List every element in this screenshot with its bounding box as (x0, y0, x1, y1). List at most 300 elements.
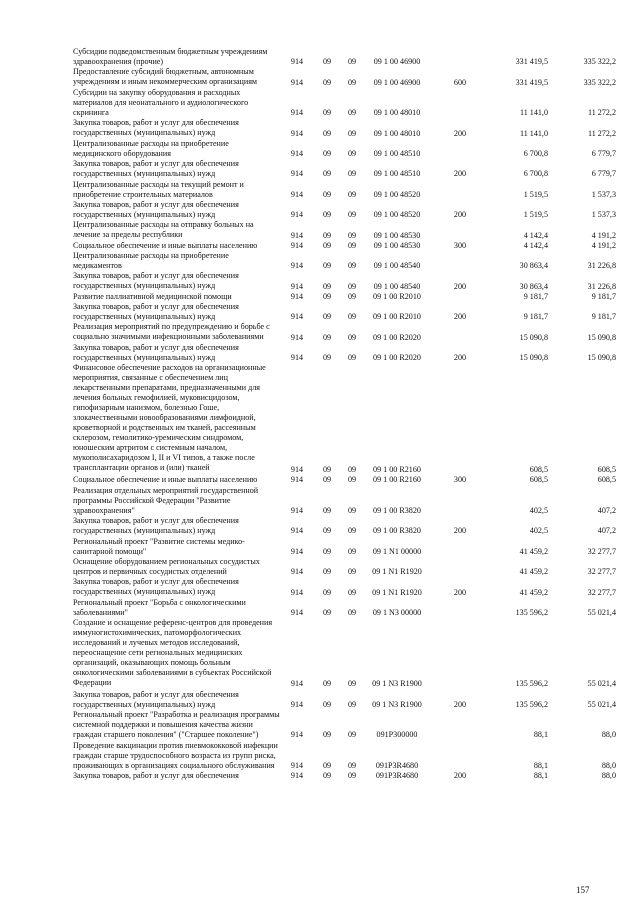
section-code: 09 (322, 77, 332, 87)
table-row (0, 302, 640, 322)
amount-year-1: 608,5 (529, 465, 548, 475)
section-code: 09 (322, 169, 332, 179)
subsection-code: 09 (347, 261, 357, 271)
table-row (0, 47, 640, 67)
amount-year-2: 1 537,3 (591, 189, 616, 199)
table-row (0, 690, 640, 710)
expense-name (73, 618, 278, 688)
amount-year-2: 6 779,7 (591, 169, 616, 179)
subsection-code: 09 (347, 312, 357, 322)
ministry-code: 914 (290, 57, 304, 67)
amount-year-1: 11 141,0 (519, 108, 548, 118)
section-code: 09 (322, 465, 332, 475)
expense-name-line: государственных (муниципальных) нужд (73, 352, 216, 362)
table-row (0, 537, 640, 557)
section-code: 09 (322, 607, 332, 617)
expense-name-line: Федерации (73, 678, 112, 688)
ministry-code: 914 (290, 587, 304, 597)
subsection-code: 09 (347, 771, 357, 781)
expense-type-code: 300 (453, 475, 467, 485)
expense-name (73, 159, 278, 179)
amount-year-2: 608,5 (597, 465, 616, 475)
amount-year-2: 6 779,7 (591, 148, 616, 158)
section-code: 09 (322, 475, 332, 485)
expense-name-line: иммуногистохимических, патоморфологических (73, 628, 242, 638)
ministry-code: 914 (290, 352, 304, 362)
section-code: 09 (322, 128, 332, 138)
table-row (0, 475, 640, 485)
expense-name-line: Закупка товаров, работ и услуг для обеспечения (73, 200, 239, 209)
amount-year-1: 4 142,4 (523, 230, 548, 240)
target-article-code: 09 1 00 48520 (373, 210, 421, 220)
amount-year-1: 135 596,2 (515, 679, 548, 689)
expense-type-code: 200 (453, 128, 467, 138)
expense-name-line: Социальное обеспечение и иные выплаты населению (73, 240, 258, 250)
expense-name-line: Централизованные расходы на текущий ремонт и (73, 179, 244, 189)
expense-name-line: государственных (муниципальных) нужд (73, 699, 216, 709)
amount-year-1: 30 863,4 (519, 281, 548, 291)
expense-name-line: исследований и лучевых методов исследований, (73, 638, 240, 648)
expense-name-line: Закупка товаров, работ и услуг для обеспечения (73, 342, 239, 352)
ministry-code: 914 (290, 505, 304, 515)
target-article-code: 09 1 00 R3820 (373, 526, 421, 536)
expense-name (73, 771, 278, 781)
expense-type-code: 300 (453, 240, 467, 250)
amount-year-2: 11 272,2 (587, 128, 616, 138)
expense-name (73, 322, 278, 342)
amount-year-2: 335 322,2 (583, 57, 616, 67)
expense-name-line: социально значимыми инфекционными заболеваниями (73, 332, 264, 342)
table-row (0, 88, 640, 119)
amount-year-2: 1 537,3 (591, 210, 616, 220)
expense-name (73, 710, 278, 740)
ministry-code: 914 (290, 465, 304, 475)
expense-name (73, 741, 278, 771)
expense-type-code: 200 (453, 771, 467, 781)
expense-name-line: Субсидии на закупку оборудования и расходных (73, 87, 241, 97)
expense-name-line: приобретение строительных материалов (73, 189, 213, 199)
amount-year-2: 32 277,7 (587, 546, 616, 556)
amount-year-1: 608,5 (529, 475, 548, 485)
expense-name-line: системной поддержки и повышения качества жизни (73, 720, 253, 729)
table-row (0, 241, 640, 251)
subsection-code: 09 (347, 230, 357, 240)
table-row (0, 118, 640, 138)
expense-name-line: организаций, оказывающих помощь больным (73, 658, 231, 668)
amount-year-1: 4 142,4 (523, 240, 548, 250)
amount-year-2: 335 322,2 (583, 77, 616, 87)
expense-name-line: Закупка товаров, работ и услуг для обеспечения (73, 271, 239, 281)
subsection-code: 09 (347, 679, 357, 689)
expense-name-line: Проведение вакцинации против пневмококковой инфекции (73, 740, 278, 750)
expense-name-line: Финансовое обеспечение расходов на организационные (73, 363, 266, 373)
expense-name-line: Централизованные расходы на приобретение (73, 138, 229, 148)
subsection-code: 09 (347, 567, 357, 577)
expense-name-line: лечения больных гемофилией, муковисцидозом, (73, 393, 240, 403)
expense-name-line: Региональный проект "Развитие системы медико- (73, 536, 245, 546)
expense-name-line: онкологическими заболеваниями в субъектах Российской (73, 668, 272, 678)
table-row (0, 516, 640, 536)
section-code: 09 (322, 546, 332, 556)
expense-name-line: медицинского оборудования (73, 148, 171, 158)
amount-year-1: 15 090,8 (519, 352, 548, 362)
target-article-code: 091P3R4680 (375, 760, 419, 770)
expense-name-line: переоснащение сети региональных медицинских (73, 648, 243, 658)
expense-name-line: медикаментов (73, 261, 122, 270)
expense-name-line: заболеваниями" (73, 607, 128, 617)
subsection-code: 09 (347, 475, 357, 485)
ministry-code: 914 (290, 546, 304, 556)
amount-year-2: 32 277,7 (587, 587, 616, 597)
section-code: 09 (322, 261, 332, 271)
subsection-code: 09 (347, 210, 357, 220)
expense-name-line: государственных (муниципальных) нужд (73, 281, 216, 291)
ministry-code: 914 (290, 261, 304, 271)
expense-name (73, 486, 278, 516)
expense-name-line: гипофизарным нанизмом, болезнью Гоше, (73, 403, 220, 413)
amount-year-2: 32 277,7 (587, 567, 616, 577)
expense-type-code: 200 (453, 210, 467, 220)
expense-name (73, 180, 278, 200)
target-article-code: 09 1 00 48010 (373, 128, 421, 138)
expense-name-line: государственных (муниципальных) нужд (73, 128, 216, 138)
expense-name (73, 241, 278, 251)
subsection-code: 09 (347, 730, 357, 740)
subsection-code: 09 (347, 57, 357, 67)
expense-name (73, 557, 278, 577)
amount-year-1: 135 596,2 (515, 699, 548, 709)
expense-name (73, 302, 278, 322)
subsection-code: 09 (347, 760, 357, 770)
expense-name-line: материалов для неонатального и аудиологического (73, 97, 249, 107)
section-code: 09 (322, 210, 332, 220)
expense-name-line: государственных (муниципальных) нужд (73, 169, 216, 179)
expense-name-line: мукополисахаридозом I, II и VI типов, а также после (73, 453, 255, 463)
subsection-code: 09 (347, 281, 357, 291)
table-row (0, 557, 640, 577)
expense-name (73, 516, 278, 536)
expense-type-code: 200 (453, 699, 467, 709)
section-code: 09 (322, 699, 332, 709)
ministry-code: 914 (290, 771, 304, 781)
amount-year-1: 1 519,5 (523, 189, 548, 199)
target-article-code: 09 1 N1 R1920 (372, 587, 422, 597)
expense-name-line: учреждениям и иным некоммерческим организациям (73, 77, 258, 87)
subsection-code: 09 (347, 352, 357, 362)
amount-year-2: 55 021,4 (587, 607, 616, 617)
section-code: 09 (322, 730, 332, 740)
expense-name-line: граждан старше трудоспособного возраста из групп риска, (73, 750, 276, 760)
section-code: 09 (322, 332, 332, 342)
subsection-code: 09 (347, 607, 357, 617)
expense-name-line: здравоохранения (прочие) (73, 57, 164, 66)
section-code: 09 (322, 189, 332, 199)
expense-name-line: юношеским артритом с системным началом, (73, 443, 228, 453)
amount-year-2: 4 191,2 (591, 230, 616, 240)
amount-year-1: 11 141,0 (519, 128, 548, 138)
ministry-code: 914 (290, 760, 304, 770)
target-article-code: 09 1 00 46900 (373, 77, 421, 87)
amount-year-1: 331 419,5 (515, 57, 548, 67)
amount-year-2: 9 181,7 (591, 291, 616, 301)
subsection-code: 09 (347, 169, 357, 179)
table-row (0, 200, 640, 220)
expense-name-line: здравоохранения" (73, 505, 135, 515)
ministry-code: 914 (290, 240, 304, 250)
target-article-code: 09 1 N1 R1920 (372, 567, 422, 577)
expense-name-line: склерозом, гемолитико-уремическим синдромом, (73, 433, 244, 443)
expense-name-line: Оснащение оборудованием региональных сосудистых (73, 557, 260, 566)
target-article-code: 09 1 00 R2020 (373, 352, 421, 362)
table-row (0, 292, 640, 302)
amount-year-1: 9 181,7 (523, 291, 548, 301)
target-article-code: 09 1 N3 R1900 (372, 679, 422, 689)
expense-name (73, 292, 278, 302)
expense-name (73, 67, 278, 87)
expense-name-line: лекарственными препаратами, предназначенными для (73, 383, 261, 393)
expense-name (73, 598, 278, 618)
table-row (0, 159, 640, 179)
amount-year-2: 88,0 (601, 760, 616, 770)
amount-year-2: 11 272,2 (587, 108, 616, 118)
section-code: 09 (322, 291, 332, 301)
section-code: 09 (322, 505, 332, 515)
section-code: 09 (322, 108, 332, 118)
subsection-code: 09 (347, 587, 357, 597)
amount-year-2: 15 090,8 (587, 352, 616, 362)
amount-year-2: 407,2 (597, 505, 616, 515)
target-article-code: 09 1 N3 00000 (372, 607, 422, 617)
expense-name-line: Закупка товаров, работ и услуг для обеспечения (73, 689, 239, 699)
expense-name-line: центров и первичных сосудистых отделений (73, 567, 227, 576)
ministry-code: 914 (290, 475, 304, 485)
target-article-code: 091P3R4680 (375, 771, 419, 781)
expense-name (73, 577, 278, 597)
expense-name-line: Закупка товаров, работ и услуг для обеспечения (73, 516, 239, 526)
subsection-code: 09 (347, 505, 357, 515)
amount-year-2: 88,0 (601, 771, 616, 781)
target-article-code: 09 1 00 48520 (373, 189, 421, 199)
amount-year-1: 9 181,7 (523, 312, 548, 322)
expense-name (73, 690, 278, 710)
section-code: 09 (322, 148, 332, 158)
expense-name (73, 200, 278, 220)
ministry-code: 914 (290, 169, 304, 179)
target-article-code: 09 1 00 R2160 (373, 465, 421, 475)
expense-name-line: скрининга (73, 107, 109, 117)
expense-name-line: Социальное обеспечение и иные выплаты населению (73, 475, 258, 485)
expense-name (73, 343, 278, 363)
table-row (0, 139, 640, 159)
ministry-code: 914 (290, 567, 304, 577)
expense-name (73, 118, 278, 138)
table-row (0, 251, 640, 271)
amount-year-1: 30 863,4 (519, 261, 548, 271)
expense-name-line: граждан старшего поколения" ("Старшее поколение") (73, 730, 259, 739)
table-row (0, 67, 640, 87)
subsection-code: 09 (347, 332, 357, 342)
amount-year-1: 331 419,5 (515, 77, 548, 87)
expense-name (73, 475, 278, 485)
ministry-code: 914 (290, 679, 304, 689)
expense-name-line: Закупка товаров, работ и услуг для обеспечения (73, 159, 239, 169)
expense-name (73, 363, 278, 473)
expense-name-line: государственных (муниципальных) нужд (73, 526, 216, 536)
amount-year-2: 55 021,4 (587, 679, 616, 689)
expense-name (73, 537, 278, 557)
section-code: 09 (322, 526, 332, 536)
expense-name (73, 220, 278, 240)
ministry-code: 914 (290, 312, 304, 322)
subsection-code: 09 (347, 189, 357, 199)
table-row (0, 343, 640, 363)
amount-year-1: 15 090,8 (519, 332, 548, 342)
ministry-code: 914 (290, 189, 304, 199)
expense-name-line: Региональный проект "Разработка и реализация программы (73, 710, 280, 719)
target-article-code: 09 1 00 R2160 (373, 475, 421, 485)
ministry-code: 914 (290, 281, 304, 291)
subsection-code: 09 (347, 77, 357, 87)
subsection-code: 09 (347, 546, 357, 556)
expense-name-line: программы Российской Федерации "Развитие (73, 495, 231, 505)
amount-year-2: 88,0 (601, 730, 616, 740)
amount-year-1: 88,1 (533, 760, 548, 770)
amount-year-1: 6 700,8 (523, 148, 548, 158)
expense-name (73, 47, 278, 67)
expense-name-line: Развитие паллиативной медицинской помощи (73, 291, 232, 301)
amount-year-2: 4 191,2 (591, 240, 616, 250)
target-article-code: 091P300000 (376, 730, 418, 740)
amount-year-1: 88,1 (533, 730, 548, 740)
ministry-code: 914 (290, 77, 304, 87)
amount-year-1: 402,5 (529, 505, 548, 515)
ministry-code: 914 (290, 607, 304, 617)
target-article-code: 09 1 00 46900 (373, 57, 421, 67)
expense-name-line: Реализация мероприятий по предупреждению и борьбе с (73, 322, 270, 332)
expense-type-code: 200 (453, 352, 467, 362)
ministry-code: 914 (290, 108, 304, 118)
subsection-code: 09 (347, 128, 357, 138)
expense-name-line: Региональный проект "Борьба с онкологическими (73, 597, 246, 607)
target-article-code: 09 1 00 48510 (373, 148, 421, 158)
subsection-code: 09 (347, 291, 357, 301)
table-row (0, 271, 640, 291)
amount-year-1: 135 596,2 (515, 607, 548, 617)
ministry-code: 914 (290, 699, 304, 709)
amount-year-1: 88,1 (533, 771, 548, 781)
ministry-code: 914 (290, 291, 304, 301)
ministry-code: 914 (290, 730, 304, 740)
expense-type-code: 200 (453, 587, 467, 597)
expense-name-line: санитарной помощи" (73, 546, 147, 556)
expense-type-code: 200 (453, 281, 467, 291)
amount-year-2: 55 021,4 (587, 699, 616, 709)
section-code: 09 (322, 352, 332, 362)
ministry-code: 914 (290, 230, 304, 240)
table-row (0, 486, 640, 517)
target-article-code: 09 1 00 48540 (373, 281, 421, 291)
expense-type-code: 200 (453, 312, 467, 322)
amount-year-2: 608,5 (597, 475, 616, 485)
subsection-code: 09 (347, 240, 357, 250)
expense-name-line: проживающих в организациях социального обслуживания (73, 760, 275, 770)
expense-name-line: кроветворной и родственных им тканей, рассеянным (73, 423, 256, 433)
expense-name-line: Предоставление субсидий бюджетным, автономным (73, 67, 254, 77)
expense-name-line: Закупка товаров, работ и услуг для обеспечения (73, 771, 239, 781)
table-row (0, 618, 640, 689)
expense-name (73, 88, 278, 118)
target-article-code: 09 1 00 48510 (373, 169, 421, 179)
amount-year-2: 15 090,8 (587, 332, 616, 342)
expense-name-line: государственных (муниципальных) нужд (73, 587, 216, 597)
expense-type-code: 600 (453, 77, 467, 87)
amount-year-2: 9 181,7 (591, 312, 616, 322)
page-number: 157 (576, 885, 590, 895)
expense-name-line: Централизованные расходы на приобретение (73, 251, 229, 260)
expense-name-line: Реализация отдельных мероприятий государственной (73, 485, 259, 495)
target-article-code: 09 1 N1 00000 (372, 546, 422, 556)
expense-name-line: Централизованные расходы на отправку больных на (73, 220, 254, 230)
expense-name-line: Создание и оснащение референс-центров для проведения (73, 618, 273, 628)
ministry-code: 914 (290, 332, 304, 342)
expense-name-line: мероприятия, связанные с обеспечением лиц (73, 373, 228, 383)
expense-name-line: злокачественными новообразованиями лимфоидной, (73, 413, 256, 423)
amount-year-2: 31 226,8 (587, 261, 616, 271)
table-row (0, 598, 640, 618)
target-article-code: 09 1 00 R2010 (373, 291, 421, 301)
section-code: 09 (322, 281, 332, 291)
ministry-code: 914 (290, 148, 304, 158)
amount-year-2: 31 226,8 (587, 281, 616, 291)
ministry-code: 914 (290, 526, 304, 536)
section-code: 09 (322, 230, 332, 240)
expense-name-line: Закупка товаров, работ и услуг для обеспечения (73, 577, 239, 587)
table-row (0, 577, 640, 597)
expense-type-code: 200 (453, 526, 467, 536)
expense-name (73, 251, 278, 271)
target-article-code: 09 1 00 R2020 (373, 332, 421, 342)
expense-name-line: Закупка товаров, работ и услуг для обеспечения (73, 118, 239, 128)
section-code: 09 (322, 312, 332, 322)
section-code: 09 (322, 57, 332, 67)
expense-name-line: государственных (муниципальных) нужд (73, 210, 216, 219)
section-code: 09 (322, 679, 332, 689)
table-row (0, 180, 640, 200)
target-article-code: 09 1 00 R2010 (373, 312, 421, 322)
section-code: 09 (322, 240, 332, 250)
expense-name (73, 271, 278, 291)
target-article-code: 09 1 00 48540 (373, 261, 421, 271)
subsection-code: 09 (347, 699, 357, 709)
expense-name-line: Закупка товаров, работ и услуг для обеспечения (73, 302, 239, 311)
amount-year-1: 41 459,2 (519, 567, 548, 577)
subsection-code: 09 (347, 108, 357, 118)
section-code: 09 (322, 760, 332, 770)
target-article-code: 09 1 00 48010 (373, 108, 421, 118)
target-article-code: 09 1 N3 R1900 (372, 699, 422, 709)
amount-year-2: 407,2 (597, 526, 616, 536)
subsection-code: 09 (347, 465, 357, 475)
ministry-code: 914 (290, 128, 304, 138)
amount-year-1: 41 459,2 (519, 546, 548, 556)
expense-name-line: государственных (муниципальных) нужд (73, 312, 216, 321)
table-row (0, 220, 640, 240)
target-article-code: 09 1 00 48530 (373, 230, 421, 240)
amount-year-1: 402,5 (529, 526, 548, 536)
amount-year-1: 1 519,5 (523, 210, 548, 220)
table-row (0, 741, 640, 772)
amount-year-1: 6 700,8 (523, 169, 548, 179)
